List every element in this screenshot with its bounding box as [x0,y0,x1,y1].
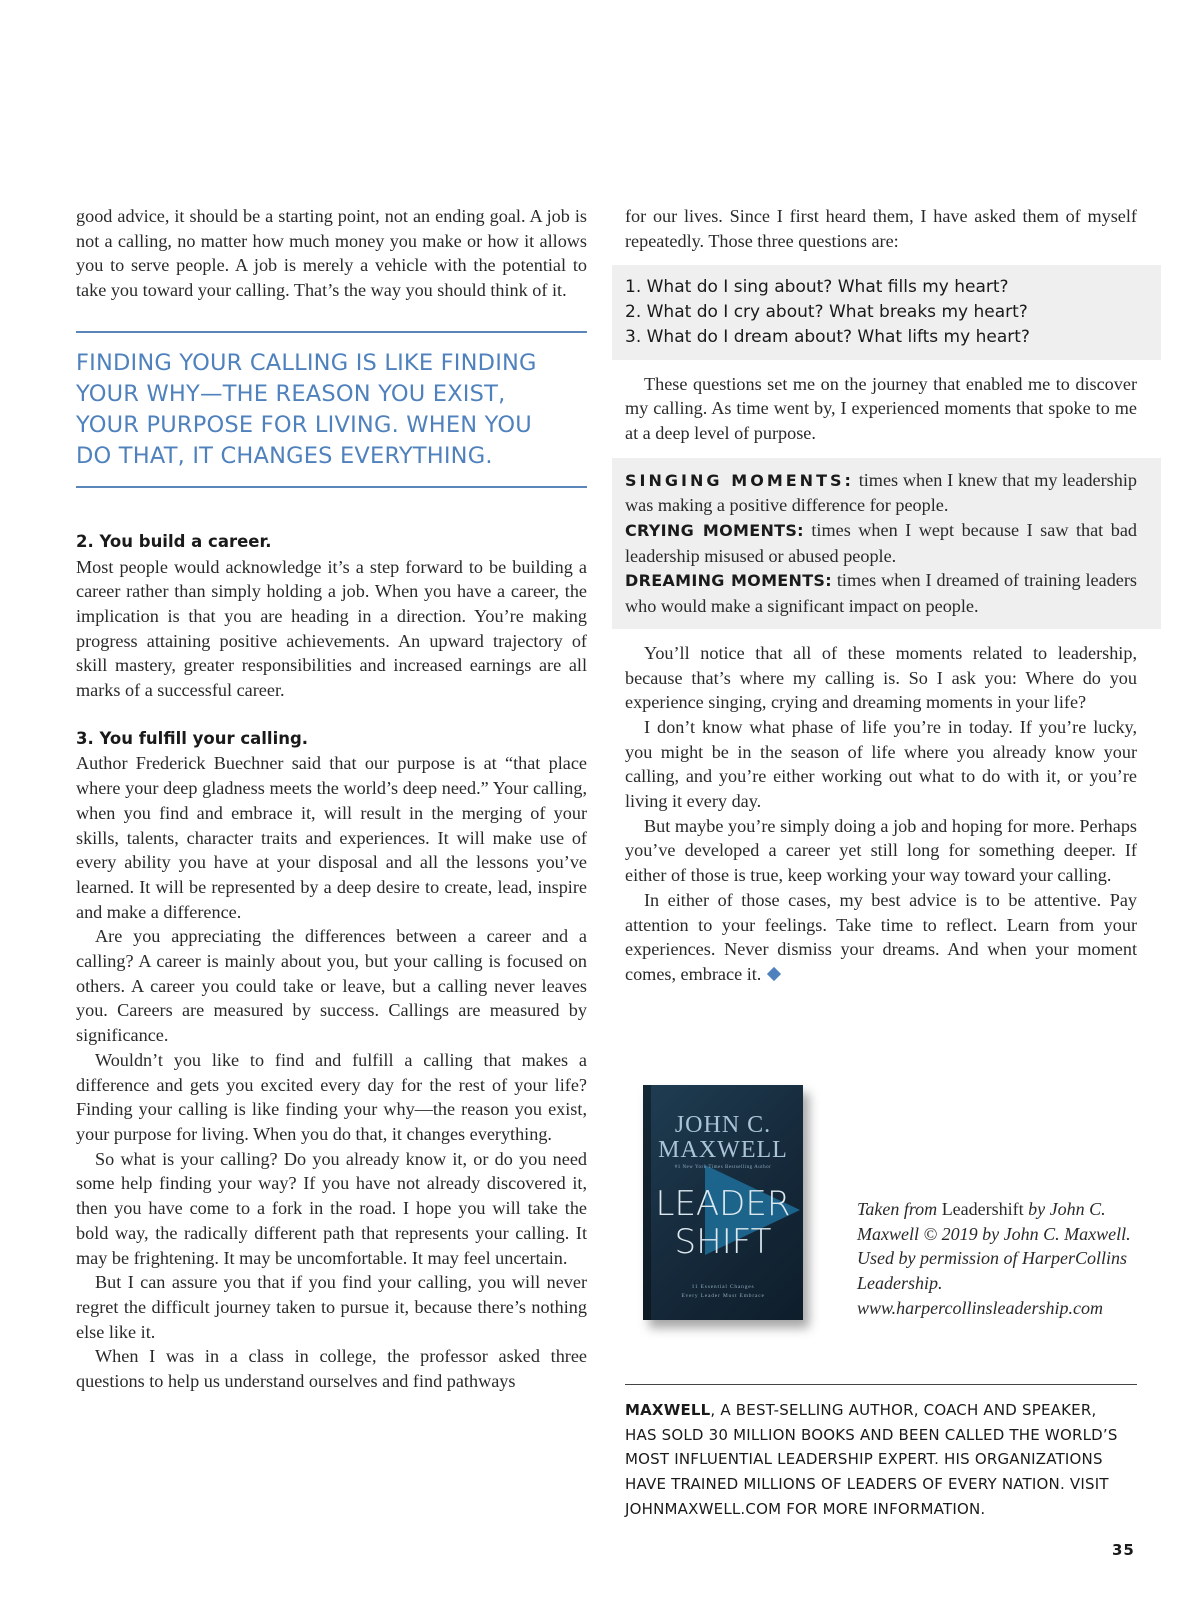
bio-line [625,1398,1145,1423]
book-subtitle-line: Every Leader Must Embrace [681,1293,765,1299]
book-author-line: JOHN C. [674,1112,772,1138]
section-3-paragraph: Wouldn’t you like to find and fulfill a calling that makes a difference and gets you excited every day for the rest of your life? Finding your calling is like finding your why—the reason you exist, your purpose for living. When you do that, it changes everything. [76,1049,587,1144]
moment-text: times when I dreamed of training leaders who would make a significant impact on people. [625,570,1137,617]
pull-quote-top-rule [76,331,587,333]
moment-text: times when I knew that my leadership was making a positive difference for people. [625,469,1137,516]
bio-line: HAVE TRAINED MILLIONS OF LEADERS OF EVERY NATION. VISIT [625,1475,1109,1494]
bio-line: MOST INFLUENTIAL LEADERSHIP EXPERT. HIS ORGANIZATIONS [625,1450,1103,1469]
bio-name: MAXWELL [625,1401,711,1419]
credit-book-title: Leadershift [937,1199,1029,1219]
left-column [76,204,587,1394]
book-title-line: SHIFT [674,1222,772,1262]
section-2-heading: 2. You build a career. [76,531,272,551]
section-3-paragraph: Are you appreciating the differences between a career and a calling? A career is mainly about you, but your calling is focused on others. A career you could take or leave, but a calling never leaves you. Careers are measured by success. Callings are measured by significance. [76,926,587,1046]
pull-quote-line: YOUR WHY—THE REASON YOU EXIST, [76,380,506,407]
section-2-body: Most people would acknowledge it’s a step forward to be building a career rather than simply holding a job. When you have a career, the implication is that you are heading in a direction. You’re making progress attaining positive achievements. An upward trajectory of skill mastery, greater responsibilities and increased earnings are all marks of a successful career. [76,556,587,701]
moment-text: times when I wept because I saw that bad leadership misused or abused people. [625,520,1137,566]
credit-text: by John C. Maxwell © 2019 by John C. Maxwell. Used by permission of HarperCollins Leadership. www.harpercollinsleadership.com [857,1199,1131,1318]
moment-item [625,518,1137,568]
closing-paragraph: But maybe you’re simply doing a job and hoping for more. Perhaps you’ve developed a career yet still long for something deeper. If either of those is true, keep working your way toward your calling. [625,815,1137,886]
book-credit [857,1197,1147,1321]
moment-label: DREAMING MOMENTS: [625,571,832,591]
section-3-paragraph: So what is your calling? Do you already know it, or do you need some help finding your way? If you have not already discovered it, then you have come to a fork in the road. I hope you will take the bold way, the radically different path that represents your calling. It may be frightening. It may be uncomfortable. It may feel uncertain. [76,1148,587,1268]
final-paragraph-text: In either of those cases, my best advice is to be attentive. Pay attention to your feelings. Take time to reflect. Learn from your experiences. Never dismiss your dreams. And when your moment comes, embrace it. [625,889,1137,984]
pull-quote-line: FINDING YOUR CALLING IS LIKE FINDING [76,349,537,376]
closing-paragraph [625,888,1137,987]
book-title [643,1185,803,1261]
bio-line: JOHNMAXWELL.COM FOR MORE INFORMATION. [625,1499,986,1518]
moment-item [625,468,1137,518]
closing-paragraph: I don’t know what phase of life you’re in today. If you’re lucky, you might be in the season of life where you already know your calling, and you’re either working out what to do with it, or you’re living it every day. [625,716,1137,812]
question-item: 1. What do I sing about? What fills my heart? [625,277,1009,298]
closing-paragraph: You’ll notice that all of these moments related to leadership, because that’s where my calling is. So I ask you: Where do you experience singing, crying and dreaming moments in your life? [625,642,1137,713]
book-title-line: LEADER [655,1184,791,1224]
book-author [643,1113,803,1163]
pull-quote-line: DO THAT, IT CHANGES EVERYTHING. [76,442,493,469]
moment-item [625,568,1137,618]
moments-box [612,458,1161,629]
end-mark-diamond-icon [767,967,781,981]
questions-box [612,265,1161,359]
pull-quote-line: YOUR PURPOSE FOR LIVING. WHEN YOU [76,411,532,438]
bio-line: HAS SOLD 30 MILLION BOOKS AND BEEN CALLED THE WORLD’S [625,1425,1118,1444]
moment-label: CRYING MOMENTS: [625,521,804,541]
author-bio [625,1398,1145,1522]
question-item: 3. What do I dream about? What lifts my heart? [625,326,1030,347]
section-3-heading: 3. You fulfill your calling. [76,728,309,748]
bio-divider [625,1384,1137,1385]
book-tagline: #1 New York Times Bestselling Author [674,1165,772,1170]
question-item: 2. What do I cry about? What breaks my heart? [625,302,1028,323]
continuation-paragraph: for our lives. Since I first heard them, I have asked them of myself repeatedly. Those three questions are: [625,206,1137,251]
book-subtitle-line: 11 Essential Changes [691,1284,755,1290]
section-3-paragraph: When I was in a class in college, the professor asked three questions to help us understand ourselves and find pathways [76,1346,587,1392]
after-questions-paragraph: These questions set me on the journey that enabled me to discover my calling. As time went by, I experienced moments that spoke to me at a deep level of purpose. [625,373,1137,443]
credit-text: Taken from [857,1199,938,1219]
book-author-line: MAXWELL [658,1137,788,1163]
book-subtitle [643,1283,803,1301]
pull-quote [76,348,587,472]
book-cover-image [643,1085,803,1320]
right-column [625,204,1137,987]
section-3-paragraph: But I can assure you that if you find your calling, you will never regret the difficult journey taken to pursue it, because there’s nothing else like it. [76,1272,587,1342]
page-number: 35 [1112,1541,1135,1559]
book-promo [625,1085,1137,1335]
moment-label: SINGING MOMENTS: [625,470,854,490]
section-3-paragraph: Author Frederick Buechner said that our purpose is at “that place where your deep gladness meets the world’s deep need.” Your calling, when you find and embrace it, will result in the merging of your skills, talents, character traits and experiences. It will make use of every ability you have at your disposal and all the lessons you’ve learned. It will be represented by a deep desire to create, lead, inspire and make a difference. [76,753,587,922]
intro-paragraph: good advice, it should be a starting point, not an ending goal. A job is not a calling, no matter how much money you make or how it allows you to serve people. A job is merely a vehicle with the potential to take you toward your calling. That’s the way you should think of it. [76,206,587,301]
bio-line-text: , A BEST-SELLING AUTHOR, COACH AND SPEAKER, [710,1401,1097,1419]
